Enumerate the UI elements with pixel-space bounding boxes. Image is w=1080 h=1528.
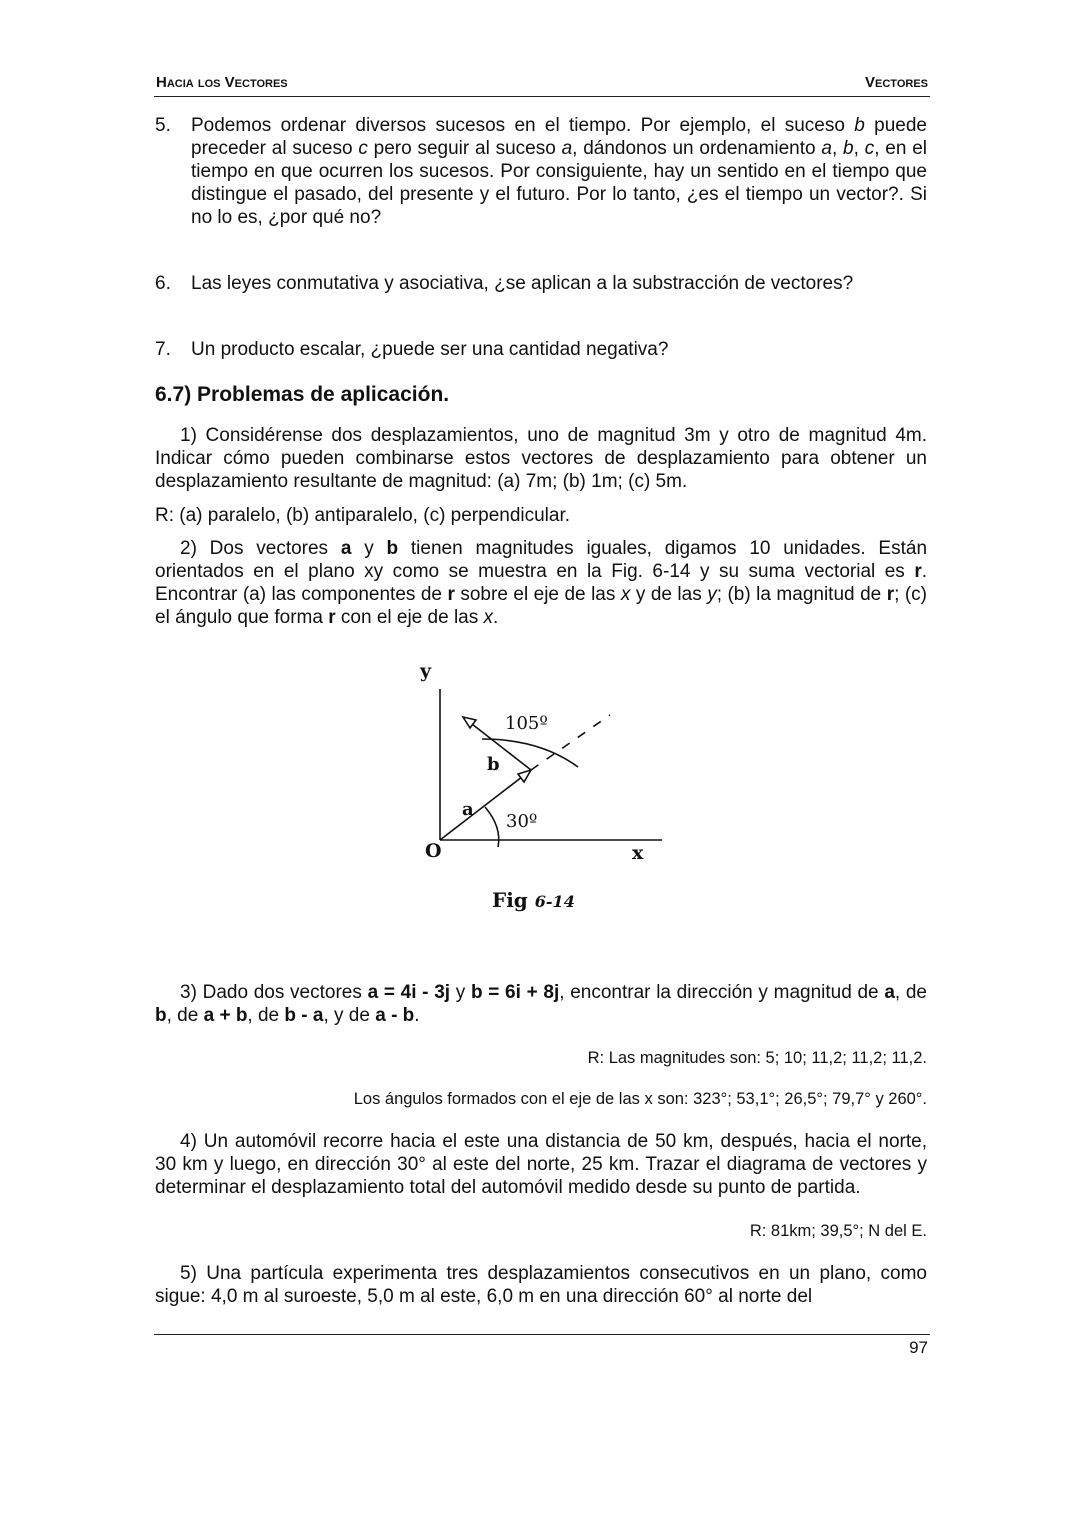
header-right-title: Vectores (865, 74, 928, 91)
problem-1: 1) Considérense dos desplazamientos, uno de magnitud 3m y otro de magnitud 4m. Indicar cómo pueden combinarse estos vectores de desplazamiento para obtener un desplazamiento resultante de magnitud: (a) 7m; (b) 1m; (c) 5m. (155, 425, 927, 492)
angle-105-label: 105º (505, 713, 548, 734)
y-axis-label: y (420, 660, 432, 682)
question-text: Podemos ordenar diversos sucesos en el tiempo. Por ejemplo, el suceso b puede preceder al suceso c pero seguir al suceso a, dándonos un ordenamiento a, b, c, en el tiempo en que ocurren los sucesos. Por consiguiente, hay un sentido en el tiempo que distingue el pasado, del presente y el futuro. Por lo tanto, ¿es el tiempo un vector?. Si no lo es, ¿por qué no? (191, 115, 927, 228)
question-6 (155, 272, 927, 295)
vector-a-arrowhead (518, 770, 531, 782)
problem-1-answer: R: (a) paralelo, (b) antiparalelo, (c) perpendicular. (155, 505, 571, 526)
question-text: Las leyes conmutativa y asociativa, ¿se aplican a la substracción de vectores? (191, 273, 854, 294)
page-footer (154, 1334, 930, 1357)
problem-3: 3) Dado dos vectores a = 4i - 3j y b = 6i + 8j, encontrar la dirección y magnitud de a, de b, de a + b, de b - a, y de a - b. (155, 982, 928, 1026)
problem-3-answer-angles: Los ángulos formados con el eje de las x son: 323°; 53,1°; 26,5°; 79,7° y 260°. (353, 1090, 927, 1108)
angle-30-arc (485, 807, 499, 847)
question-5 (155, 114, 927, 229)
page-number: 97 (909, 1338, 928, 1357)
problem-4-answer: R: 81km; 39,5°; N del E. (749, 1222, 927, 1240)
origin-label: O (425, 840, 442, 862)
problem-3-answer-magnitudes: R: Las magnitudes son: 5; 10; 11,2; 11,2; 11,2. (587, 1049, 927, 1067)
page-content (155, 114, 927, 1308)
vector-diagram (410, 647, 670, 917)
question-number: 7. (155, 339, 171, 360)
running-header (154, 72, 930, 97)
header-left-title: Hacia los Vectores (156, 74, 288, 91)
figure-caption: Fig 6-14 (492, 888, 575, 912)
question-number: 6. (155, 273, 171, 294)
x-axis-label: x (632, 842, 644, 864)
figure-6-14 (155, 647, 927, 977)
angle-30-label: 30º (506, 811, 538, 832)
problem-2: 2) Dos vectores a y b tienen magnitudes iguales, digamos 10 unidades. Están orientados en el plano xy como se muestra en la Fig. 6-14 y su suma vectorial es r. Encontrar (a) las componentes de r sobre el eje de las x y de las y; (b) la magnitud de r; (c) el ángulo que forma r con el eje de las x. (155, 538, 928, 628)
question-7 (155, 338, 927, 361)
question-text: Un producto escalar, ¿puede ser una cantidad negativa? (191, 339, 669, 360)
section-title: 6.7) Problemas de aplicación. (155, 383, 450, 406)
vector-b-label: b (487, 754, 500, 775)
question-number: 5. (155, 115, 171, 136)
problem-4: 4) Un automóvil recorre hacia el este una distancia de 50 km, después, hacia el norte, 30 km y luego, en dirección 30° al este del norte, 25 km. Trazar el diagrama de vectores y determinar el desplazamiento total del automóvil medido desde su punto de partida. (155, 1131, 927, 1198)
vector-a-label: a (462, 799, 474, 820)
problem-5: 5) Una partícula experimenta tres desplazamientos consecutivos en un plano, como sigue: 4,0 m al suroeste, 5,0 m al este, 6,0 m en una dirección 60° al norte del (155, 1263, 927, 1307)
